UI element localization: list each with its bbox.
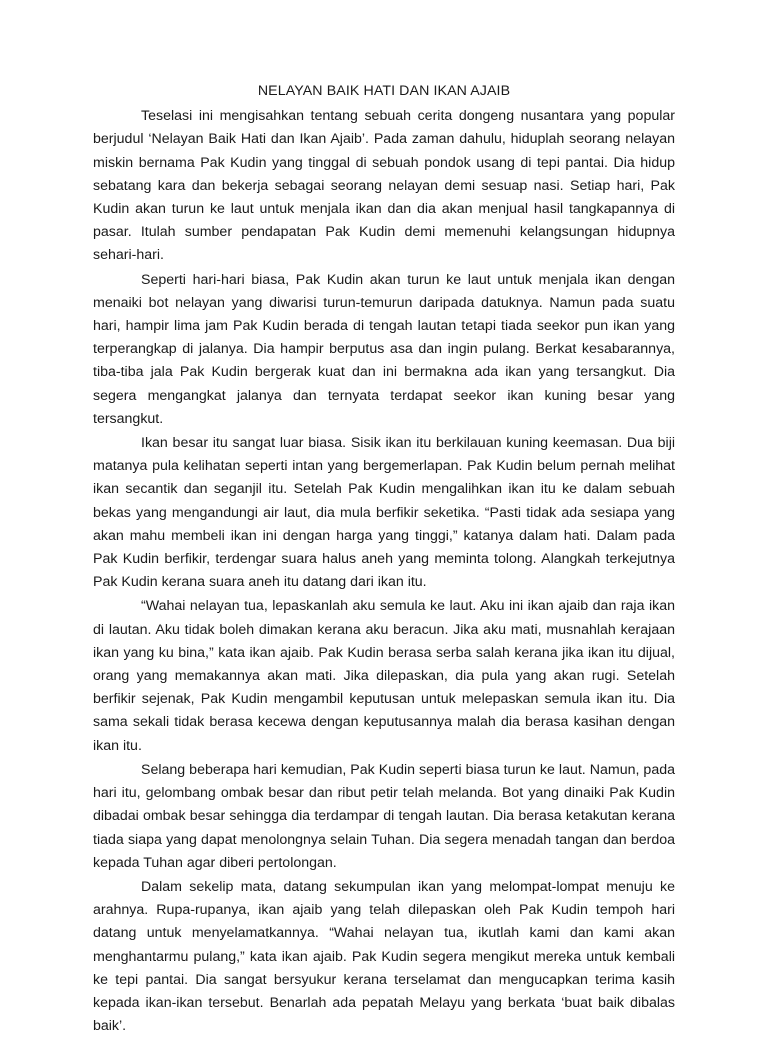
- paragraph-5: Selang beberapa hari kemudian, Pak Kudin seperti biasa turun ke laut. Namun, pada hari itu, gelombang ombak besar dan ribut petir telah melanda. Bot yang dinaiki Pak Kudin dibadai ombak besar sehingga dia terdampar di tengah lautan. Dia berasa ketakutan kerana tiada siapa yang dapat menolongnya selain Tuhan. Dia segera menadah tangan dan berdoa kepada Tuhan agar diberi pertolongan.: [93, 761, 675, 871]
- document-body: [93, 80, 675, 1039]
- document-title: NELAYAN BAIK HATI DAN IKAN AJAIB: [257, 83, 511, 99]
- paragraph-1: Teselasi ini mengisahkan tentang sebuah cerita dongeng nusantara yang popular berjudul ‘Nelayan Baik Hati dan Ikan Ajaib’. Pada zaman dahulu, hiduplah seorang nelayan miskin bernama Pak Kudin yang tinggal di sebuah pondok usang di tepi pantai. Dia hidup sebatang kara dan bekerja sebagai seorang nelayan demi sesuap nasi. Setiap hari, Pak Kudin akan turun ke laut untuk menjala ikan dan dia akan menjual hasil tangkapannya di pasar. Itulah sumber pendapatan Pak Kudin demi memenuhi kelangsungan hidupnya sehari-hari.: [93, 108, 675, 264]
- paragraph-3: Ikan besar itu sangat luar biasa. Sisik ikan itu berkilauan kuning keemasan. Dua biji matanya pula kelihatan seperti intan yang bergemerlapan. Pak Kudin belum pernah melihat ikan secantik dan seganjil itu. Setelah Pak Kudin mengalihkan ikan itu ke dalam sebuah bekas yang mengandungi air laut, dia mula berfikir seketika. “Pasti tidak ada sesiapa yang akan mahu membeli ikan ini dengan harga yang tinggi,” katanya dalam hati. Dalam pada Pak Kudin berfikir, terdengar suara halus aneh yang meminta tolong. Alangkah terkejutnya Pak Kudin kerana suara aneh itu datang dari ikan itu.: [93, 435, 675, 591]
- paragraph-6: Dalam sekelip mata, datang sekumpulan ikan yang melompat-lompat menuju ke arahnya. Rupa-rupanya, ikan ajaib yang telah dilepaskan oleh Pak Kudin tempoh hari datang untuk menyelamatkannya. “Wahai nelayan tua, ikutlah kami dan kami akan menghantarmu pulang,” kata ikan ajaib. Pak Kudin segera mengikut mereka untuk kembali ke tepi pantai. Dia sangat bersyukur kerana terselamat dan mengucapkan terima kasih kepada ikan-ikan tersebut. Benarlah ada pepatah Melayu yang berkata ‘buat baik dibalas baik’.: [93, 878, 675, 1035]
- paragraph-4: “Wahai nelayan tua, lepaskanlah aku semula ke laut. Aku ini ikan ajaib dan raja ikan di lautan. Aku tidak boleh dimakan kerana aku beracun. Jika aku mati, musnahlah kerajaan ikan yang ku bina,” kata ikan ajaib. Pak Kudin berasa serba salah kerana jika ikan itu dijual, orang yang memakannya akan mati. Jika dilepaskan, dia pula yang akan rugi. Setelah berfikir sejenak, Pak Kudin mengambil keputusan untuk melepaskan semula ikan itu. Dia sama sekali tidak berasa kecewa dengan keputusannya malah dia berasa kasihan dengan ikan itu.: [93, 598, 675, 754]
- paragraph-2: Seperti hari-hari biasa, Pak Kudin akan turun ke laut untuk menjala ikan dengan menaiki bot nelayan yang diwarisi turun-temurun daripada datuknya. Namun pada suatu hari, hampir lima jam Pak Kudin berada di tengah lautan tetapi tiada seekor pun ikan yang terperangkap di jalanya. Dia hampir berputus asa dan ingin pulang. Berkat kesabarannya, tiba-tiba jala Pak Kudin bergerak kuat dan ini bermakna ada ikan yang tersangkut. Dia segera mengangkat jalanya dan ternyata terdapat seekor ikan kuning besar yang tersangkut.: [93, 271, 675, 427]
